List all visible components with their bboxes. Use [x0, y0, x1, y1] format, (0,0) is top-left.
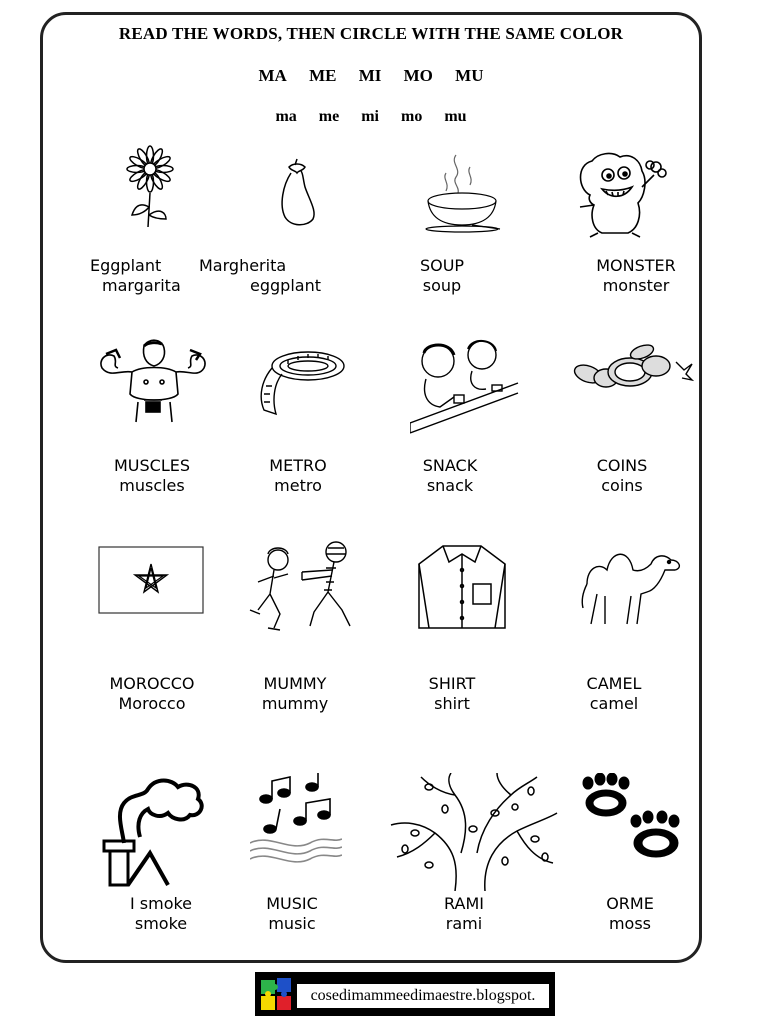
daisy-flower-icon — [120, 145, 180, 230]
syllable: ma — [275, 108, 297, 125]
word-pair — [252, 894, 332, 934]
syllable: mu — [444, 108, 467, 125]
soup-bowl-icon — [420, 145, 505, 233]
word-lower: monster — [602, 276, 670, 295]
word-upper: MUSCLES — [113, 456, 191, 475]
word-pair — [582, 456, 662, 496]
word-upper: SNACK — [422, 456, 478, 475]
word-lower: snack — [426, 476, 474, 495]
word-pair — [402, 256, 482, 296]
word-upper: Eggplant — [90, 256, 162, 275]
word-pair — [574, 674, 654, 714]
word-pair — [586, 256, 686, 296]
word-lower: Morocco — [118, 694, 186, 713]
word-upper: METRO — [269, 456, 327, 475]
mummy-icon — [240, 538, 368, 634]
word-pair — [590, 894, 670, 934]
word-lower: moss — [608, 914, 652, 933]
word-pair — [104, 456, 200, 496]
puzzle-logo-icon — [259, 978, 295, 1012]
word-upper: I smoke — [129, 894, 193, 913]
syllable: MI — [358, 66, 382, 85]
word-upper: SOUP — [419, 256, 465, 275]
word-upper: MUSIC — [266, 894, 318, 913]
syllables-lowercase — [40, 108, 702, 126]
word-lower: eggplant — [250, 276, 321, 295]
word-lower: smoke — [134, 914, 188, 933]
word-upper: RAMI — [444, 894, 484, 913]
eggplant-icon — [275, 155, 320, 230]
site-url[interactable]: cosedimammeedimaestre.blogspot. — [297, 984, 549, 1008]
word-upper: MOROCCO — [109, 674, 195, 693]
syllables-uppercase — [40, 66, 702, 86]
word-upper: Margherita — [199, 256, 287, 275]
monster-icon — [572, 145, 667, 240]
morocco-flag-icon — [98, 546, 204, 614]
word-lower: margarita — [102, 276, 181, 295]
word-lower: muscles — [119, 476, 185, 495]
camel-icon — [575, 540, 685, 628]
measuring-tape-icon — [248, 340, 348, 425]
word-upper: CAMEL — [586, 674, 642, 693]
syllable: mo — [400, 108, 423, 125]
word-pair — [199, 256, 286, 276]
word-pair — [424, 894, 504, 934]
word-lower: rami — [445, 914, 483, 933]
word-upper: SHIRT — [428, 674, 476, 693]
word-lower: camel — [589, 694, 639, 713]
coins-icon — [572, 340, 697, 395]
word-lower: metro — [274, 476, 322, 495]
word-pair — [255, 674, 335, 714]
smoke-chimney-icon — [88, 773, 212, 888]
word-lower: mummy — [261, 694, 329, 713]
syllable: me — [318, 108, 340, 125]
syllable: MO — [403, 66, 433, 85]
syllable: MU — [455, 66, 484, 85]
syllable: MA — [258, 66, 287, 85]
music-notes-icon — [250, 773, 342, 875]
tree-branches-icon — [385, 773, 560, 891]
worksheet-title: READ THE WORDS, THEN CIRCLE WITH THE SAME COLOR — [118, 24, 624, 43]
paw-prints-icon — [578, 773, 684, 861]
site-footer — [255, 972, 555, 1016]
word-lower: shirt — [434, 694, 470, 713]
word-pair — [410, 456, 490, 496]
word-upper: MONSTER — [596, 256, 676, 275]
word-upper: COINS — [596, 456, 648, 475]
word-lower: soup — [422, 276, 462, 295]
word-pair — [258, 456, 338, 496]
word-upper: ORME — [606, 894, 654, 913]
word-pair — [118, 894, 204, 934]
word-pair — [90, 256, 161, 276]
shirt-icon — [413, 540, 511, 635]
word-lower: music — [268, 914, 316, 933]
muscleman-icon — [92, 338, 214, 424]
word-pair — [102, 276, 181, 296]
word-pair — [250, 276, 321, 296]
syllable: ME — [309, 66, 337, 85]
kids-snack-icon — [410, 333, 520, 438]
syllable: mi — [361, 108, 379, 125]
word-pair — [98, 674, 206, 714]
word-pair — [412, 674, 492, 714]
word-lower: coins — [601, 476, 643, 495]
word-upper: MUMMY — [263, 674, 327, 693]
